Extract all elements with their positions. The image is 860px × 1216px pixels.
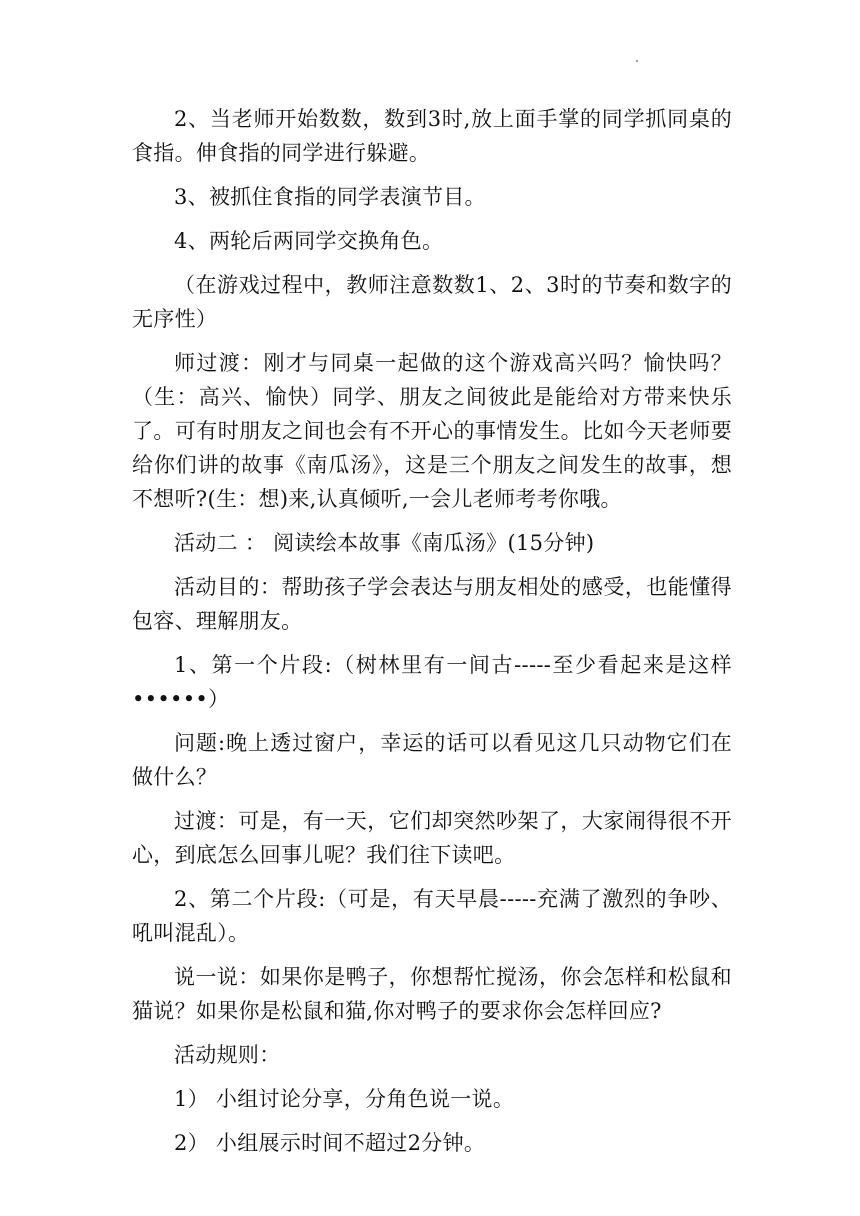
paragraph-activity-goal: 活动目的：帮助孩子学会表达与朋友相处的感受，也能懂得包容、理解朋友。 [132, 575, 732, 633]
document-body [132, 102, 732, 1160]
paragraph-game-note: （在游戏过程中，教师注意数数1、2、3时的节奏和数字的无序性） [132, 273, 732, 331]
paragraph-question: 问题:晚上透过窗户，幸运的话可以看见这几只动物它们在做什么？ [132, 731, 732, 789]
header-dot-mark [636, 60, 638, 62]
paragraph-rule-1: 1） 小组讨论分享，分角色说一说。 [174, 1087, 515, 1111]
paragraph-rules-heading: 活动规则： [174, 1043, 281, 1067]
paragraph-step-2: 2、当老师开始数数，数到3时,放上面手掌的同学抓同桌的食指。伸食指的同学进行躲避。 [132, 107, 732, 165]
paragraph-teacher-transition: 师过渡：刚才与同桌一起做的这个游戏高兴吗？愉快吗？（生：高兴、愉快）同学、朋友之间彼此是能给对方带来快乐了。可有时朋友之间也会有不开心的事情发生。比如今天老师要给你们讲的故事《南瓜汤》，这是三个朋友之间发生的故事，想不想听?(生：想)来,认真倾听,一会儿老师考考你哦。 [132, 351, 732, 511]
paragraph-activity-two-heading: 活动二 ： 阅读绘本故事《南瓜汤》(15分钟) [174, 531, 595, 555]
paragraph-step-4: 4、两轮后两同学交换角色。 [174, 229, 444, 253]
paragraph-rule-2: 2） 小组展示时间不超过2分钟。 [174, 1131, 486, 1155]
paragraph-discussion-prompt: 说一说：如果你是鸭子，你想帮忙搅汤，你会怎样和松鼠和猫说？如果你是松鼠和猫,你对鸭子的要求你会怎样回应? [132, 965, 732, 1023]
paragraph-segment-2: 2、第二个片段:（可是，有天早晨-----充满了激烈的争吵、吼叫混乱）。 [132, 887, 732, 945]
paragraph-segment-1: 1、第一个片段:（树林里有一间古-----至少看起来是这样••••••） [132, 653, 732, 711]
paragraph-step-3: 3、被抓住食指的同学表演节目。 [174, 185, 486, 209]
paragraph-transition: 过渡：可是，有一天，它们却突然吵架了，大家闹得很不开心，到底怎么回事儿呢？我们往下读吧。 [132, 809, 732, 867]
